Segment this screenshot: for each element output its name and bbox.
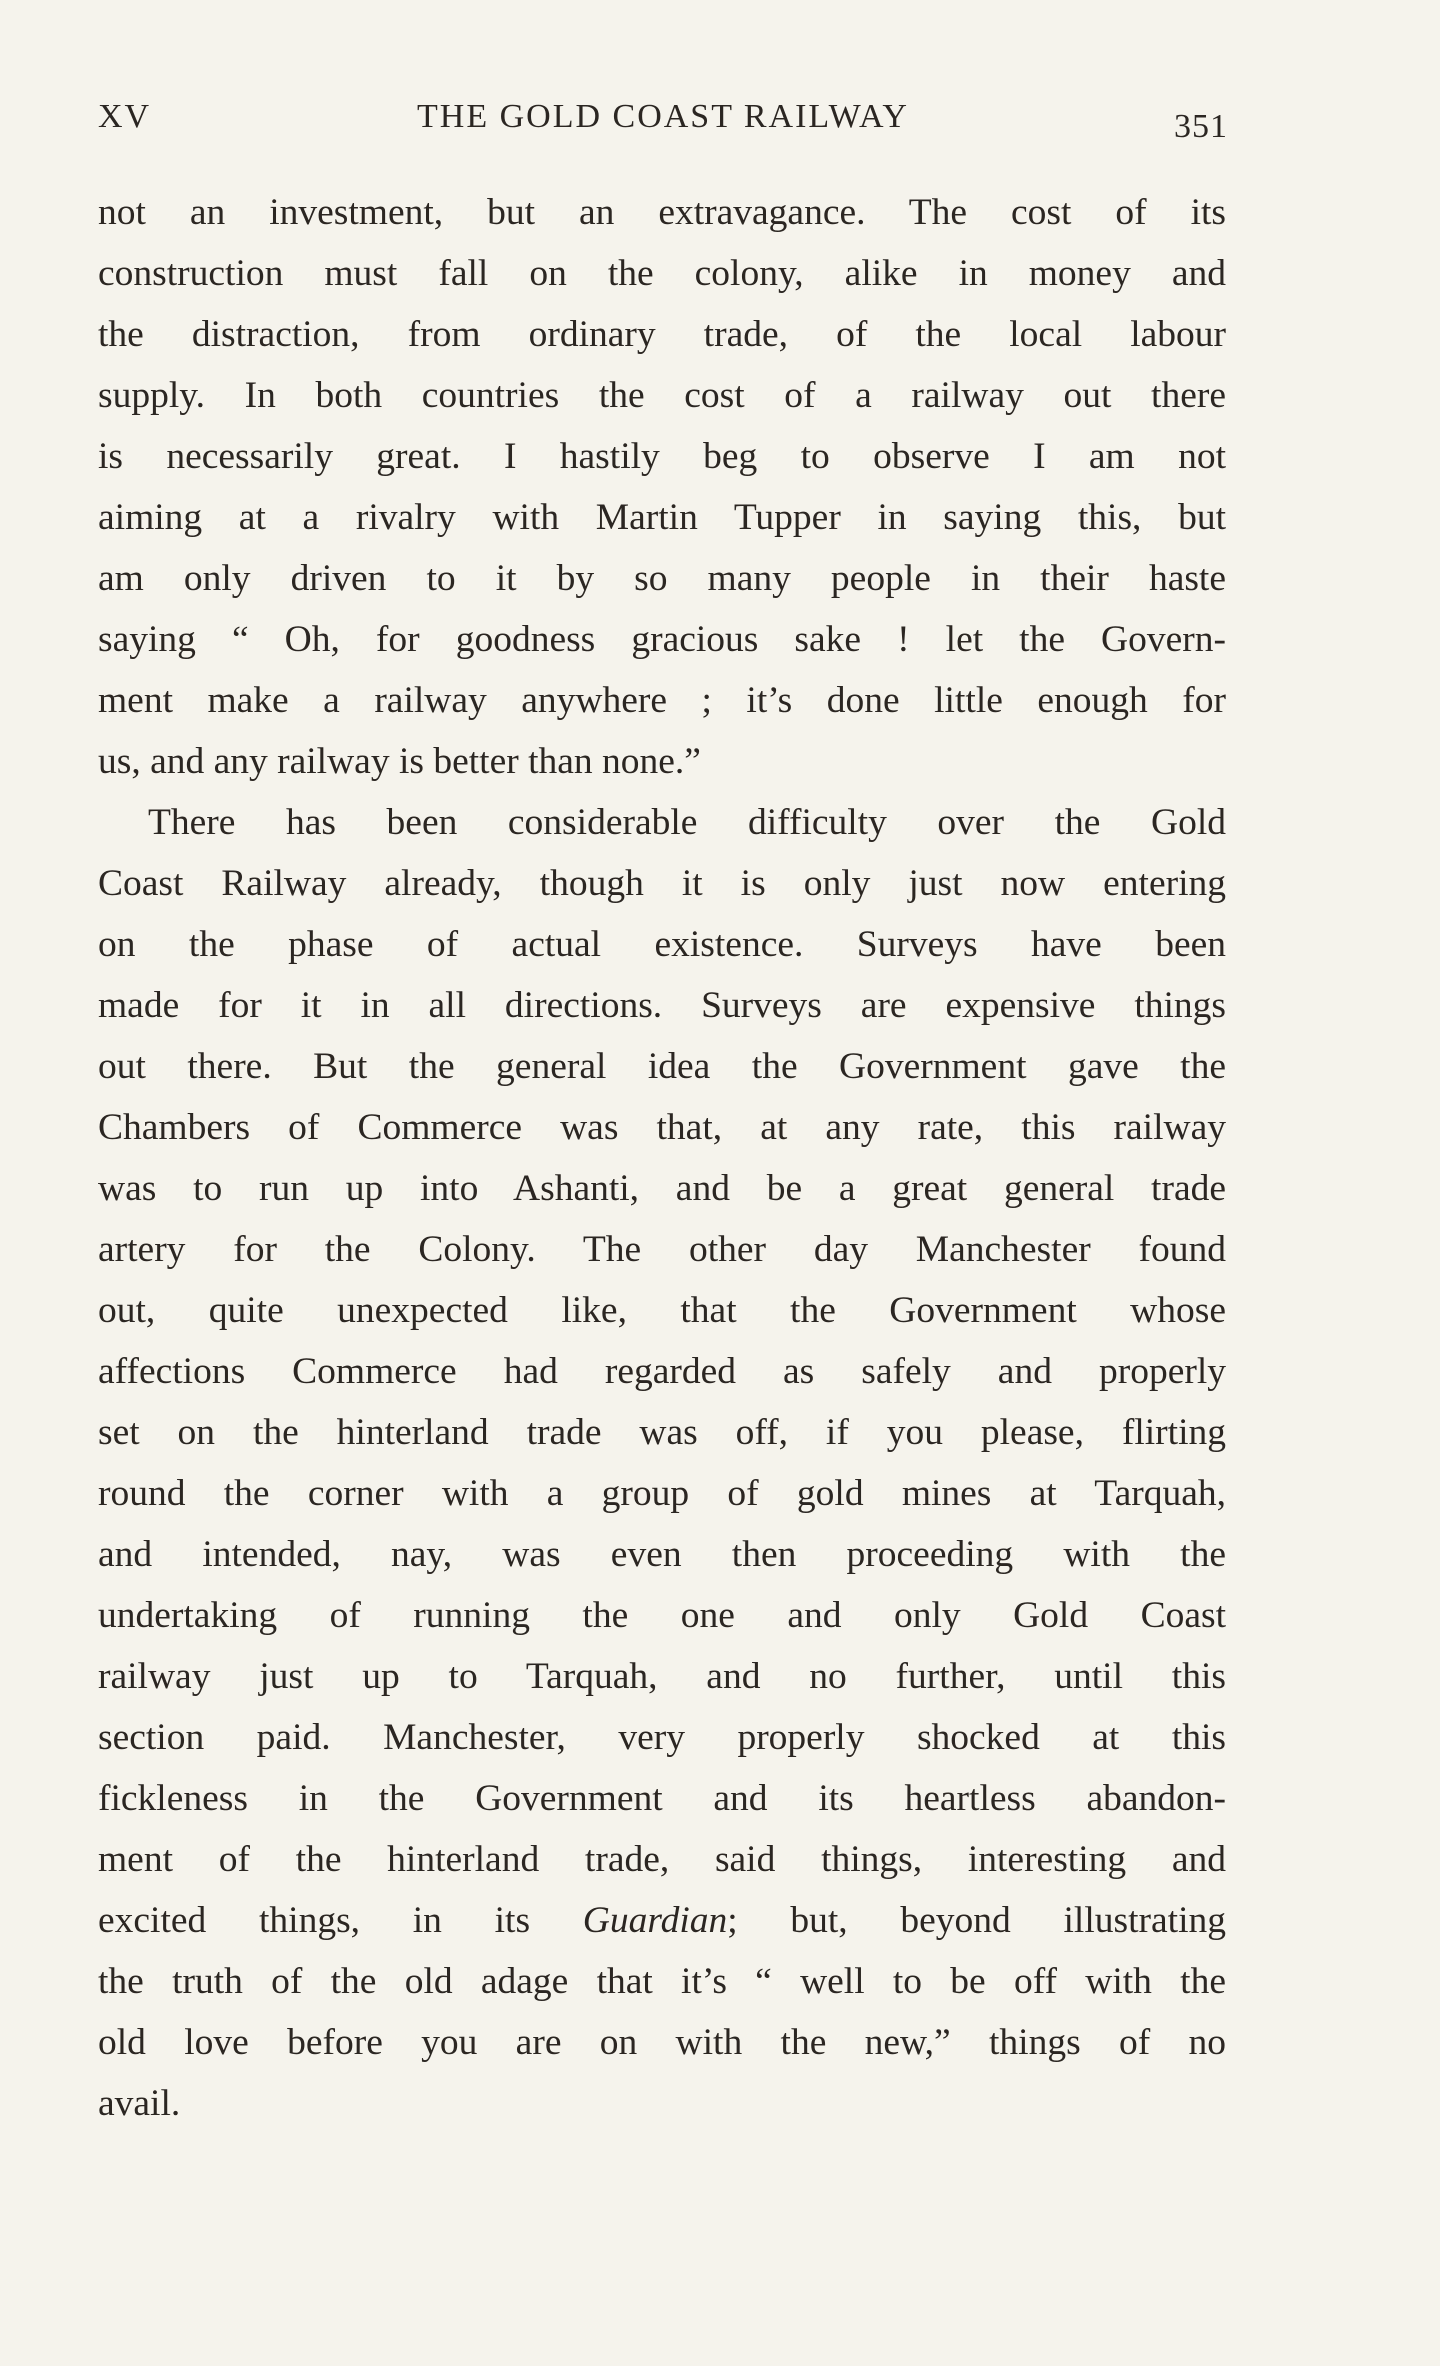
text-line: old love before you are on with the new,” things of no bbox=[98, 2022, 1226, 2063]
text-line: supply. In both countries the cost of a railway out there bbox=[98, 375, 1226, 416]
running-header bbox=[98, 98, 1228, 148]
text-line-with-italic bbox=[98, 1890, 1226, 1951]
paragraph-start-line: There has been considerable difficulty over the Gold bbox=[148, 802, 1226, 843]
text-line: the truth of the old adage that it’s “ well to be off with the bbox=[98, 1961, 1226, 2002]
text-line: us, and any railway is better than none.” bbox=[98, 741, 701, 782]
page-number: 351 bbox=[1174, 108, 1228, 145]
text-line: construction must fall on the colony, alike in money and bbox=[98, 253, 1226, 294]
text-line: section paid. Manchester, very properly shocked at this bbox=[98, 1717, 1226, 1758]
text-line: affections Commerce had regarded as safely and properly bbox=[98, 1351, 1226, 1392]
text-line: and intended, nay, was even then proceeding with the bbox=[98, 1534, 1226, 1575]
text-line: set on the hinterland trade was off, if you please, flirting bbox=[98, 1412, 1226, 1453]
text-line: am only driven to it by so many people in their haste bbox=[98, 558, 1226, 599]
text-line: round the corner with a group of gold mines at Tarquah, bbox=[98, 1473, 1226, 1514]
text-line: artery for the Colony. The other day Manchester found bbox=[98, 1229, 1226, 1270]
italic-title-guardian: Guardian bbox=[582, 1900, 728, 1941]
text-line: avail. bbox=[98, 2083, 181, 2124]
text-line: made for it in all directions. Surveys are expensive things bbox=[98, 985, 1226, 1026]
text-line: out there. But the general idea the Government gave the bbox=[98, 1046, 1226, 1087]
text-segment: excited things, in its bbox=[98, 1900, 531, 1941]
text-line: Coast Railway already, though it is only just now entering bbox=[98, 863, 1226, 904]
text-line: aiming at a rivalry with Martin Tupper in saying this, but bbox=[98, 497, 1226, 538]
text-line: out, quite unexpected like, that the Government whose bbox=[98, 1290, 1226, 1331]
text-line: saying “ Oh, for goodness gracious sake ! let the Govern- bbox=[98, 619, 1226, 660]
text-line: fickleness in the Government and its heartless abandon- bbox=[98, 1778, 1226, 1819]
chapter-number: XV bbox=[98, 98, 152, 135]
body-text bbox=[98, 182, 1226, 2134]
text-line: not an investment, but an extravagance. The cost of its bbox=[98, 192, 1226, 233]
text-line: ment make a railway anywhere ; it’s done little enough for bbox=[98, 680, 1226, 721]
text-line: on the phase of actual existence. Surveys have been bbox=[98, 924, 1226, 965]
text-line: undertaking of running the one and only Gold Coast bbox=[98, 1595, 1226, 1636]
text-segment: ; but, beyond illustrating bbox=[727, 1900, 1226, 1941]
text-line: the distraction, from ordinary trade, of the local labour bbox=[98, 314, 1226, 355]
text-line: Chambers of Commerce was that, at any rate, this railway bbox=[98, 1107, 1226, 1148]
text-line: railway just up to Tarquah, and no further, until this bbox=[98, 1656, 1226, 1697]
running-title: THE GOLD COAST RAILWAY bbox=[417, 98, 909, 135]
text-line: ment of the hinterland trade, said things, interesting and bbox=[98, 1839, 1226, 1880]
text-line: is necessarily great. I hastily beg to observe I am not bbox=[98, 436, 1226, 477]
text-line: was to run up into Ashanti, and be a great general trade bbox=[98, 1168, 1226, 1209]
